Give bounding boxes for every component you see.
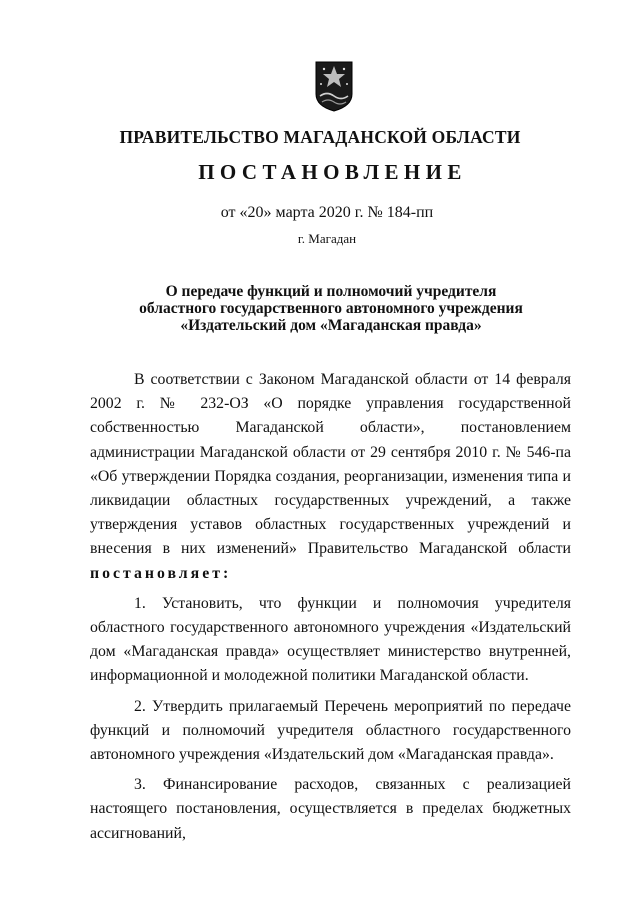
decree-date-number: от «20» марта 2020 г. № 184-пп bbox=[220, 204, 434, 221]
decree-body bbox=[90, 368, 571, 846]
resolves-word: постановляет: bbox=[90, 564, 232, 582]
decree-subject bbox=[0, 283, 640, 334]
subject-line: областного государственного автономного учреждения bbox=[139, 300, 523, 317]
decree-item-1: 1. Установить, что функции и полномочия учредителя областного государственного автономного учреждения «Издательский дом «Магаданская правда» осуществляет министерство внутренней, информационной и молодежной политики Магаданской области. bbox=[90, 594, 571, 685]
subject-line: «Издательский дом «Магаданская правда» bbox=[180, 317, 482, 334]
government-title: ПРАВИТЕЛЬСТВО МАГАДАНСКОЙ ОБЛАСТИ bbox=[119, 127, 521, 147]
preamble-paragraph bbox=[90, 368, 571, 586]
decree-item-3: 3. Финансирование расходов, связанных с реализацией настоящего постановления, осуществляется в пределах бюджетных ассигнований, bbox=[90, 776, 571, 842]
decree-item-2: 2. Утвердить прилагаемый Перечень мероприятий по передаче функций и полномочий учредителя областного государственного автономного учреждения «Издательский дом «Магаданская правда». bbox=[90, 697, 571, 764]
document-type-title: ПОСТАНОВЛЕНИЕ bbox=[198, 160, 467, 184]
preamble-text: В соответствии с Законом Магаданской области от 14 февраля 2002 г. № 232-ОЗ «О порядке управления государственной собственностью Магаданской области», постановлением администрации Магаданской области от 29 сентября 2010 г. № 546-па «Об утверждении Порядка создания, реорганизации, изменения типа и ликвидации областных государственных учреждений, а также утверждения уставов областных государственных учреждений и внесения в них изменений» Правительство Магаданской области bbox=[90, 371, 571, 558]
decree-city: г. Магадан bbox=[297, 231, 357, 246]
subject-line: О передаче функций и полномочий учредителя bbox=[165, 283, 497, 300]
coat-of-arms-icon bbox=[314, 60, 354, 112]
